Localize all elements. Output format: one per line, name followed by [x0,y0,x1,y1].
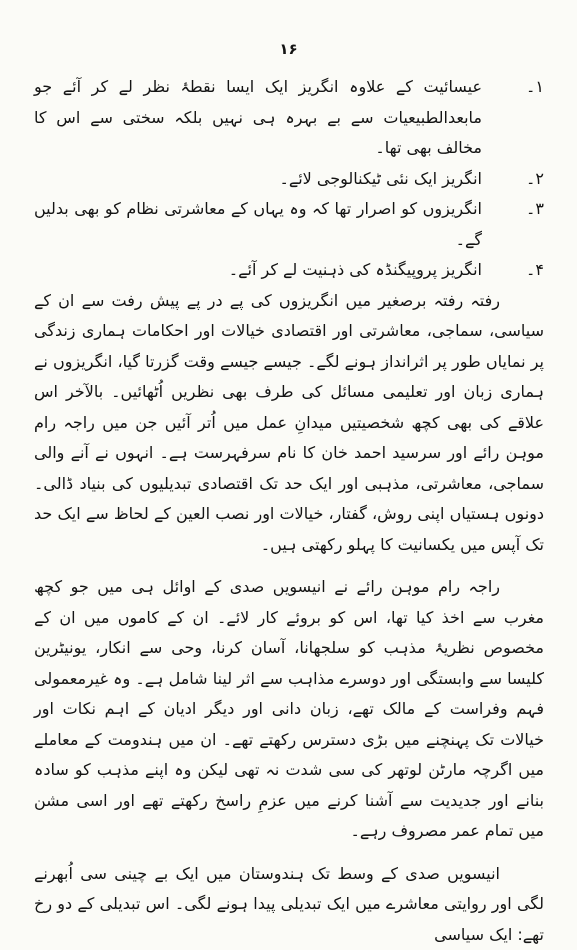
list-item-text: انگریز ایک نئی ٹیکنالوجی لائے۔ [34,164,482,195]
paragraph-1: رفتہ رفتہ برصغیر میں انگریزوں کی پے در پے پیش رفت سے ان کے سیاسی، سماجی، معاشرتی اور اقتصادی خیالات اور احکامات ہماری زندگی پر نمایاں طور پر اثرانداز ہونے لگے۔ جیسے جیسے وقت گزرتا گیا، انگریزوں نے ہماری زبان اور تعلیمی مسائل کی طرف بھی نظریں اُٹھائیں۔ بالآخر اس علاقے کی بھی کچھ شخصیتیں میدانِ عمل میں اُتر آئیں جن میں راجہ رام موہن رائے اور سرسید احمد خان کا نام سرفہرست ہے۔ انہوں نے آنے والی سماجی، معاشرتی، مذہبی اور ایک حد تک اقتصادی تبدیلیوں کی بنیاد ڈالی۔ دونوں ہستیاں اپنی روش، گفتار، خیالات اور نصب العین کے لحاظ سے ایک حد تک آپس میں یکسانیت کا پہلو رکھتی ہیں۔ [34,286,544,561]
page-number: ۱۶ [0,40,577,58]
list-item-text: انگریز پروپیگنڈہ کی ذہنیت لے کر آئے۔ [34,255,482,286]
paragraph-gap [34,847,544,859]
list-item-number: ۳۔ [526,194,544,225]
list-item-2 [34,164,544,195]
paragraph-3: انیسویں صدی کے وسط تک ہندوستان میں ایک بے چینی سی اُبھرنے لگی اور روایتی معاشرے میں ایک تبدیلی پیدا ہونے لگی۔ اس تبدیلی کے دو رخ تھے: ایک سیاسی [34,859,544,950]
list-item-number: ۱۔ [526,72,544,103]
paragraph-2: راجہ رام موہن رائے نے انیسویں صدی کے اوائل ہی میں جو کچھ مغرب سے اخذ کیا تھا، اس کو بروئے کار لائے۔ ان کے کاموں میں ان کے مخصوص نظریۂ مذہب کو سلجھانا، آسان کرنا، وحی سے انکار، یونیٹرین کلیسا سے وابستگی اور دوسرے مذاہب سے اثر لینا شامل ہے۔ وہ غیرمعمولی فہم وفراست کے مالک تھے، زبان دانی اور دیگر ادیان کے اہم نکات اور خیالات تک پہنچنے میں بڑی دسترس رکھتے تھے۔ ان میں ہندومت کے معاملے میں اگرچہ مارٹن لوتھر کی سی شدت نہ تھی لیکن وہ اپنے مذہب کو سادہ بنانے اور جدیدیت سے آشنا کرنے میں عزمِ راسخ رکھتے تھے اور اسی مشن میں تمام عمر مصروف رہے۔ [34,572,544,847]
page-body [34,72,544,950]
list-item-number: ۴۔ [526,255,544,286]
list-item-text: عیسائیت کے علاوہ انگریز ایک ایسا نقطۂ نظر لے کر آئے جو مابعدالطبیعیات سے بے بہرہ ہی نہیں بلکہ سختی سے اس کا مخالف بھی تھا۔ [34,72,482,164]
list-item-4 [34,255,544,286]
list-item-1 [34,72,544,164]
list-item-3 [34,194,544,255]
list-item-text: انگریزوں کو اصرار تھا کہ وہ یہاں کے معاشرتی نظام کو بھی بدلیں گے۔ [34,194,482,255]
paragraph-gap [34,560,544,572]
list-item-number: ۲۔ [526,164,544,195]
